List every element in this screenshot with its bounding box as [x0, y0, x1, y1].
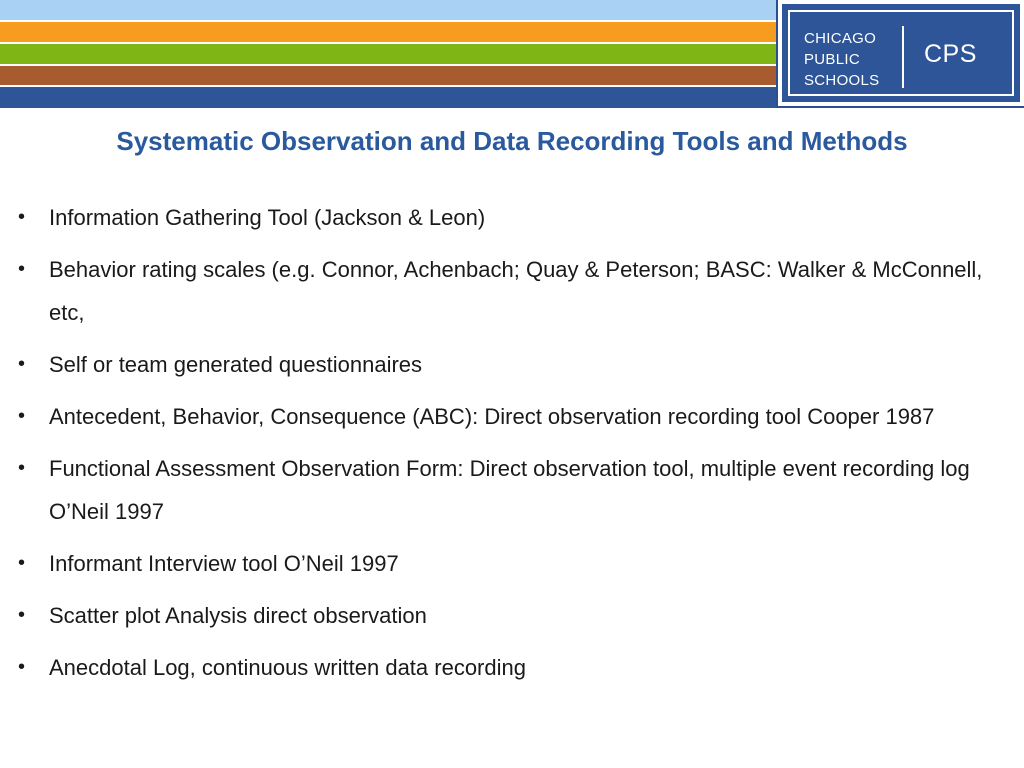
bullet-item [18, 343, 1018, 386]
logo-frame [788, 10, 1014, 96]
logo-abbreviation: CPS [924, 40, 977, 68]
logo-name [804, 28, 914, 91]
bullet-text: Scatter plot Analysis direct observation [49, 603, 427, 628]
bullet-item [18, 395, 1018, 438]
stripe-green [0, 44, 776, 64]
logo-divider [902, 26, 904, 88]
bullet-item [18, 542, 1018, 585]
cps-logo [778, 0, 1024, 106]
stripe-brown [0, 66, 776, 85]
bullet-text: Information Gathering Tool (Jackson & Leon) [49, 205, 486, 230]
bullet-item [18, 594, 1018, 637]
bullet-text: Functional Assessment Observation Form: Direct observation tool, multiple event recording log O’Neil 1997 [49, 456, 970, 524]
bullet-dot-icon: • [18, 457, 26, 479]
logo-line-public: PUBLIC [804, 51, 860, 68]
bullet-list [18, 196, 1018, 698]
bullet-item [18, 248, 1018, 334]
bullet-dot-icon: • [18, 206, 26, 228]
bullet-dot-icon: • [18, 656, 26, 678]
slide-title: Systematic Observation and Data Recording Tools and Methods [116, 126, 908, 156]
stripe-dark-blue [0, 87, 776, 108]
bullet-text: Anecdotal Log, continuous written data recording [49, 655, 526, 680]
bullet-dot-icon: • [18, 552, 26, 574]
bullet-item [18, 646, 1018, 689]
bullet-dot-icon: • [18, 604, 26, 626]
stripe-light-blue [0, 0, 776, 20]
bullet-item [18, 447, 1018, 533]
logo-line-schools: SCHOOLS [804, 72, 880, 89]
bullet-dot-icon: • [18, 258, 26, 280]
bullet-dot-icon: • [18, 405, 26, 427]
header-stripes [0, 0, 776, 108]
bullet-item [18, 196, 1018, 239]
bullet-text: Informant Interview tool O’Neil 1997 [49, 551, 399, 576]
bullet-text: Behavior rating scales (e.g. Connor, Achenbach; Quay & Peterson; BASC: Walker & McConnell, etc, [49, 257, 983, 325]
bullet-text: Antecedent, Behavior, Consequence (ABC): Direct observation recording tool Cooper 1987 [49, 404, 935, 429]
bullet-dot-icon: • [18, 353, 26, 375]
stripe-orange [0, 22, 776, 42]
bullet-text: Self or team generated questionnaires [49, 352, 423, 377]
logo-line-chicago: CHICAGO [804, 30, 877, 47]
